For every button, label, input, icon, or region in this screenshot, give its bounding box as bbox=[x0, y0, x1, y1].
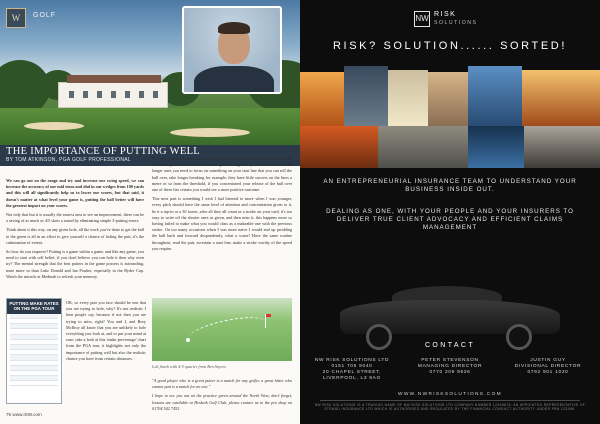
body-paragraph: Think about it this way, on any given hole, all the work you've done to get the ball to the green is all in an effort to give yourself a chance of holing the putt, it's the culmination of events. bbox=[6, 227, 144, 245]
body-paragraph: Not only that but it is usually the easiest area to see an improvement, there can be a saving of as much as 4/5 shots a round by eliminating simple 3-putting errors. bbox=[6, 212, 144, 224]
body-paragraph: So how do you improve? Putting is a game within a game, and like any game, you need to start with self belief, if you don't believe you can hole it then why even try? The mental strength that the best putters in the game possess is astounding, none more so than Luke Donald and Ian Poulter, especially in the Ryder Cup. Watch the miracle at Medinah to refresh your memory. bbox=[6, 249, 144, 279]
legal-disclaimer: NW RISK SOLUTIONS IS A TRADING NAME OF NW RISK SOLUTIONS LTD COMPANY NUMBER 12345678. AN APPOINTED REPRESENTATIVE OF STRAND INSURANCE LTD WHICH IS AUTHORISED AND REGULATED BY THE FINANCIAL CONDUCT AUTHORITY UNDER FRN 123456. bbox=[314, 403, 586, 412]
golf-ball bbox=[186, 338, 190, 342]
contact-managing-director bbox=[402, 358, 498, 376]
collage-photo bbox=[300, 126, 378, 168]
brand-name: RISK bbox=[434, 11, 457, 18]
magazine-logo: W bbox=[6, 8, 26, 28]
collage-photo bbox=[468, 126, 524, 168]
article-title: THE IMPORTANCE OF PUTTING WELL bbox=[6, 146, 200, 157]
article-byline: BY TOM ATKINSON, PGA GOLF PROFESSIONAL bbox=[6, 157, 131, 163]
contact-line: DIVISIONAL DIRECTOR bbox=[514, 364, 582, 369]
body-paragraph: I hope to see you out on the practice green around the North West, don't forget, lessons are available at Hesketh Golf Club, please contact us to the pro shop on 01704 542 7453. bbox=[152, 393, 292, 411]
contact-line: JUSTIN GUY bbox=[530, 358, 566, 363]
contact-phone: 0770 209 9626 bbox=[429, 370, 471, 375]
article-column-1 bbox=[6, 178, 144, 283]
author-portrait bbox=[182, 6, 282, 94]
collage-photo bbox=[344, 66, 388, 126]
right-page-advert bbox=[300, 0, 600, 424]
flag-icon bbox=[265, 314, 266, 328]
contact-line: NW RISK SOLUTIONS LTD bbox=[314, 358, 390, 363]
collage-photo bbox=[378, 126, 468, 168]
bunker bbox=[170, 128, 250, 137]
table-title: PUTTING MAKE RATES ON THE PGA TOUR bbox=[7, 299, 61, 314]
collage-photo bbox=[524, 126, 600, 168]
sports-car-photo bbox=[300, 168, 600, 268]
photo-caption: Lob finish with 4-5 quarter from Ben Sayers bbox=[152, 364, 226, 369]
photo-collage bbox=[300, 66, 600, 168]
collage-photo bbox=[388, 70, 428, 126]
contact-heading: CONTACT bbox=[424, 342, 476, 349]
quote-paragraph: "A good player who is a great putter is a match for any golfer, a great hitter who cannot putt is a match for no one." bbox=[152, 378, 292, 390]
article-column-4 bbox=[152, 378, 292, 415]
section-label: GOLF bbox=[33, 12, 57, 19]
body-paragraph: Too many people I coach and play with are fixated with the holes on longer putts, on shorter putts we are fine as a more specific target for you to aim at but on the longer ones you need to focus on something on your start line that you can roll the ball over, take longer breaking for example; they have little success on the lines a metre or so from the threshold, if you concentrated your release of the ball over one of these lies certain you would see a more positive outcome. bbox=[152, 156, 292, 193]
article-column-3 bbox=[66, 300, 146, 365]
contact-phone: 0792 901 1020 bbox=[527, 370, 569, 375]
body-paragraph: OK, so every putt you face should be one that you are trying to hole, why? It's not realistic I hear people say, because if not then you are trying to miss, right? You and I, and Rory McIlroy all know that you are unlikely to hole everything you look at, and to put your mind at ease, take a look at this 'make percentage' chart from the PGA tour, it highlights not only the importance of putting well but also the realistic chance you have from certain distances. bbox=[66, 300, 146, 361]
lead-paragraph: We can go out on the range and try and increase our swing speed, we can increase the accuracy of our mid irons and dial in our wedges from 100 yards and this will all significantly help us to lower our scores, but that said, it doesn't matter at what level your game is, putting the ball better will have the greatest impact on your scores. bbox=[6, 178, 144, 208]
collage-photo bbox=[468, 66, 522, 126]
putting-make-rates-table bbox=[6, 298, 62, 404]
pitch-line-2: DEALING AS ONE, WITH YOUR PEOPLE AND YOUR INSURERS TO DELIVER TRUE CLIENT ADVOCACY AND EFFICIENT CLAIMS MANAGEMENT bbox=[326, 208, 574, 232]
contact-line: LIVERPOOL, L3 9AG bbox=[322, 376, 382, 381]
contact-phone: 0151 705 9040 bbox=[331, 364, 373, 369]
contact-line: 20 CHAPEL STREET, bbox=[322, 370, 382, 375]
putting-green-photo bbox=[152, 298, 292, 361]
advert-tagline: RISK? SOLUTION...... SORTED! bbox=[333, 40, 567, 52]
body-paragraph: This next part is something I wish I had listened to more when I was younger, every pitch should have the same level of attention and concentration given to it, be it a tap-in or a 30 footer, after all they all count as a stroke on your card, it's too easy to write off the shorter ones as given, and then miss it, this happens more so having failed to make what you would class as a makeable one with the previous stroke. On too many occasions when I was more naive I would end up prodding the ball back and forward despondently, what a waste! Have the same routine throughout, read the putt, ascertain a start line, make a stroke worthy of the speed you require. bbox=[152, 196, 292, 251]
collage-photo bbox=[300, 72, 344, 126]
collage-photo bbox=[522, 70, 600, 126]
collage-photo bbox=[428, 72, 468, 126]
bunker bbox=[24, 122, 84, 130]
pitch-line-1: AN ENTREPRENEURIAL INSURANCE TEAM TO UNDERSTAND YOUR BUSINESS INSIDE OUT. bbox=[323, 178, 577, 194]
article-column-2 bbox=[152, 156, 292, 255]
nw-risk-logo bbox=[414, 9, 486, 31]
brand-subname: SOLUTIONS bbox=[434, 20, 478, 26]
page-folio: 76 www.ISW.com bbox=[6, 412, 42, 417]
divider bbox=[320, 400, 580, 401]
clubhouse bbox=[58, 82, 168, 108]
ball-path bbox=[187, 312, 267, 348]
contact-line: MANAGING DIRECTOR bbox=[417, 364, 483, 369]
website-link[interactable]: WWW.NWRISKSOLUTIONS.COM bbox=[398, 392, 502, 397]
contact-divisional-director bbox=[500, 358, 596, 376]
nw-logo-mark: NW bbox=[414, 11, 430, 27]
contact-line: PETER STEVENSON bbox=[421, 358, 479, 363]
contact-company bbox=[304, 358, 400, 382]
